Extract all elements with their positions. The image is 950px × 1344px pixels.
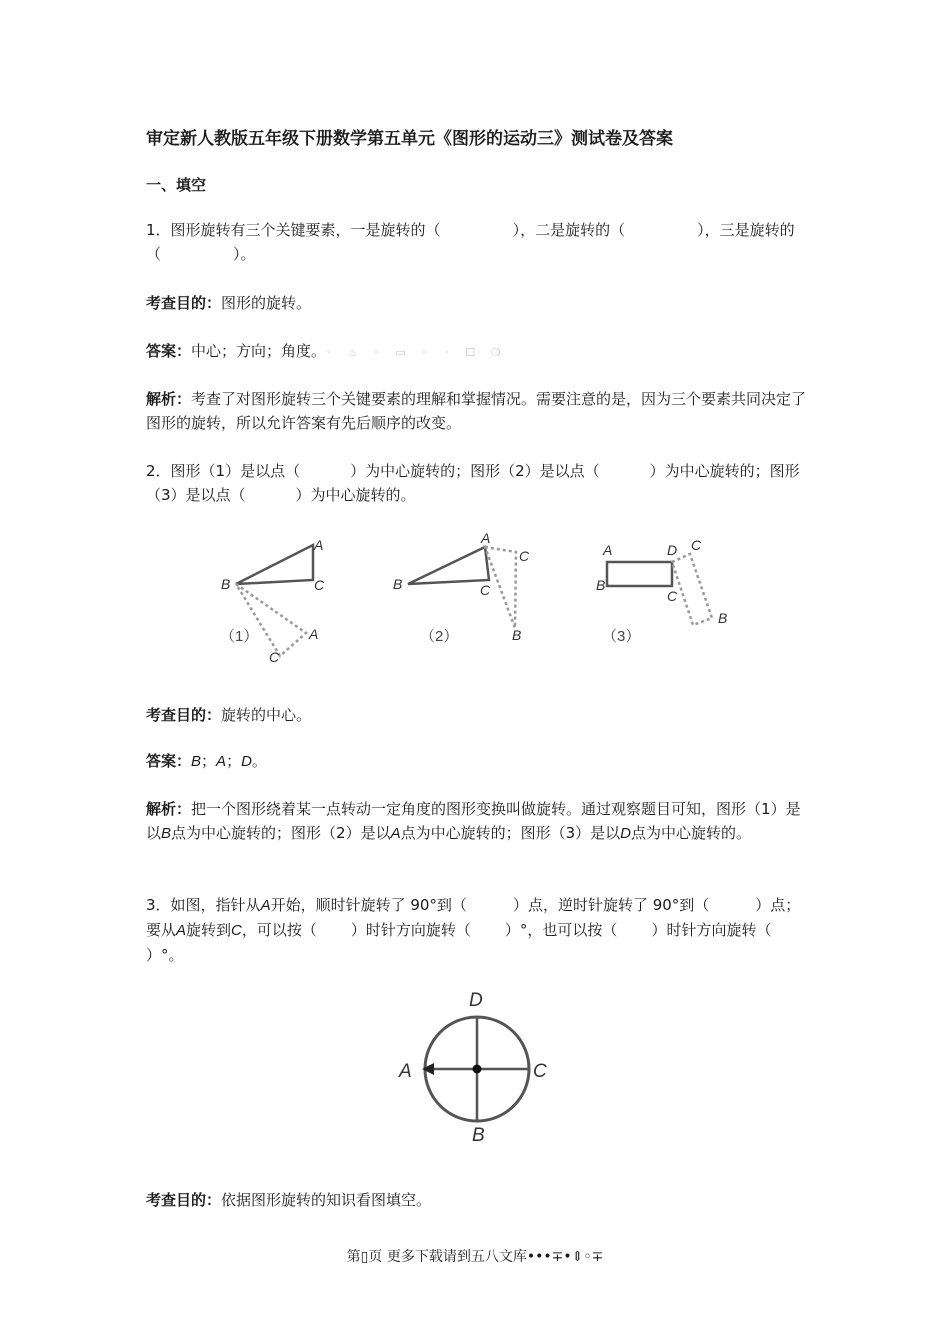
figure-1-label-b: B	[221, 576, 231, 592]
figure-2-label-a: A	[481, 530, 491, 546]
figure-3-label-d: D	[667, 542, 678, 558]
figure-3	[596, 537, 727, 645]
section-heading-fill-in: 一、填空	[146, 176, 207, 194]
figure-1-label-c-rotated: C	[269, 649, 280, 665]
question-1: 1．图形旋转有三个关键要素，一是旋转的（ ），二是旋转的（ ），三是旋转的（ ）。	[146, 221, 795, 263]
question-2-analysis: 解析：把一个图形绕着某一点转动一定角度的图形变换叫做旋转。通过观察题目可知，图形（1）是以B点为中心旋转的；图形（2）是以A点为中心旋转的；图形（3）是以D点为中心旋转的。	[146, 800, 801, 842]
figure-2-original-triangle	[408, 547, 489, 584]
question-2-answer: 答案：B；A；D。	[146, 752, 267, 770]
figure-3-label-b: B	[596, 577, 606, 593]
figure-3-label-b-rotated: B	[718, 610, 728, 626]
question-1-answer: 答案：中心；方向；角度。◦ ♨ ◦ ▭ ◦ ◦ ☐ ❍	[146, 342, 507, 360]
figure-1-rotated-triangle	[236, 584, 306, 656]
figure-1-caption: （1）	[220, 628, 259, 645]
question-2-purpose: 考查目的：旋转的中心。	[146, 706, 312, 724]
answer-trailing-glyphs: ◦ ♨ ◦ ▭ ◦ ◦ ☐ ❍	[326, 346, 507, 359]
clock-dial-figure	[390, 985, 560, 1145]
question-3-purpose: 考查目的：依据图形旋转的知识看图填空。	[146, 1191, 432, 1209]
figure-2-label-b-rotated: B	[512, 627, 522, 643]
figure-1-label-a: A	[314, 537, 324, 553]
figure-2-label-c: C	[480, 582, 491, 598]
dial-label-b: B	[472, 1125, 485, 1145]
figure-3-label-c-rotated: C	[691, 537, 702, 553]
figure-1-label-a-rotated: A	[309, 626, 319, 642]
figure-1-original-triangle	[236, 545, 313, 584]
figure-2-label-c-rotated: C	[519, 548, 530, 564]
dial-label-a: A	[399, 1061, 412, 1082]
figure-3-label-c: C	[667, 588, 678, 604]
figure-3-caption: （3）	[602, 628, 641, 645]
rotation-figures	[210, 528, 750, 668]
figure-2-label-b: B	[393, 576, 403, 592]
question-2: 2．图形（1）是以点（ ）为中心旋转的；图形（2）是以点（ ）为中心旋转的；图形（3）是以点（ ）为中心旋转的。	[146, 462, 800, 504]
figure-1-label-c: C	[314, 577, 325, 593]
figure-2	[393, 530, 530, 645]
dial-label-d: D	[469, 990, 483, 1011]
figure-3-original-rectangle	[607, 562, 672, 586]
figure-3-rotated-rectangle	[672, 554, 712, 625]
figure-3-label-a: A	[603, 542, 613, 558]
figure-2-caption: （2）	[420, 628, 459, 645]
document-title: 审定新人教版五年级下册数学第五单元《图形的运动三》测试卷及答案	[146, 129, 673, 149]
question-3: 3．如图，指针从A开始，顺时针旋转了 90°到（ ）点，逆时针旋转了 90°到（ ）点；要从A旋转到C，可以按（ ）时针方向旋转（ ）°，也可以按（ ）时针方向旋转（）°。	[146, 896, 801, 964]
question-1-purpose: 考查目的：图形的旋转。	[146, 294, 312, 312]
dial-center-dot	[473, 1065, 482, 1074]
page-footer: 第▯页 更多下载请到五八文库•••∓•⇕◦∓	[346, 1249, 604, 1265]
question-1-analysis: 解析：考查了对图形旋转三个关键要素的理解和掌握情况。需要注意的是，因为三个要素共同决定了图形的旋转，所以允许答案有先后顺序的改变。	[146, 390, 807, 432]
figure-1	[220, 537, 325, 665]
dial-label-c: C	[533, 1061, 547, 1082]
